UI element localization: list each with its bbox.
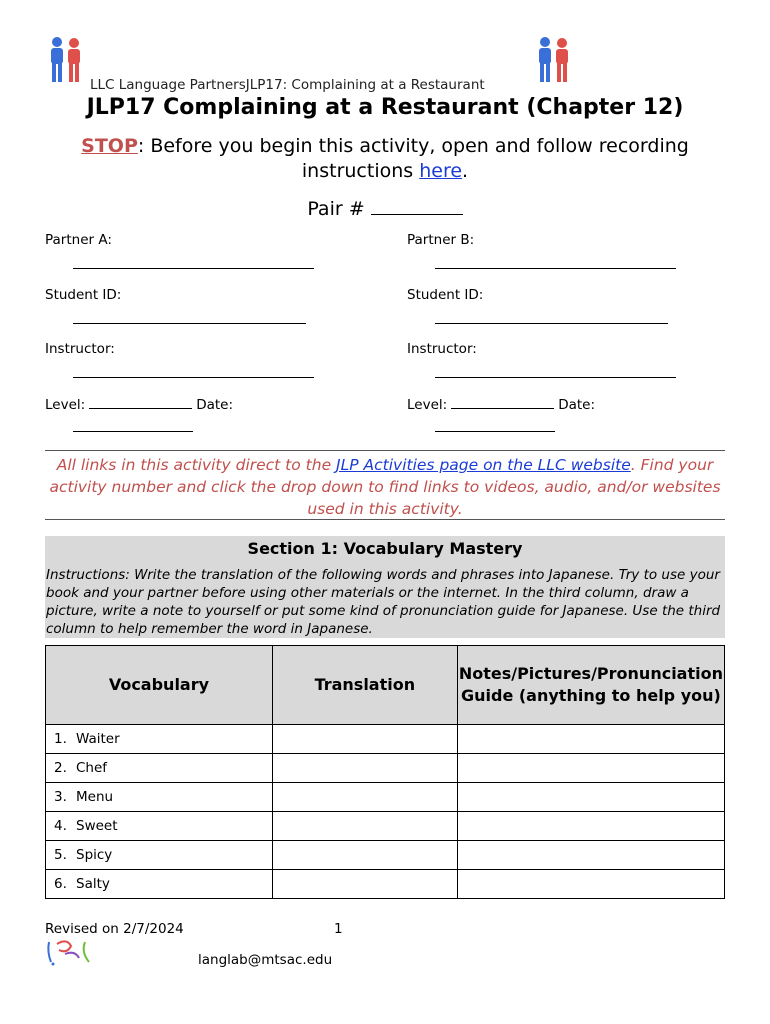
period: .: [462, 160, 469, 182]
level-a-field[interactable]: [89, 396, 192, 409]
note-part2: . Find your activity number and click the drop down to find links to videos, audio, and/or websites used in this activity.: [49, 456, 721, 518]
stop-word: STOP: [81, 135, 138, 157]
stop-text-2: instructions: [301, 160, 420, 182]
notes-cell[interactable]: [457, 754, 724, 783]
level-b-label: Level:: [407, 397, 448, 413]
vocab-cell: [46, 870, 273, 899]
row-number: 1.: [54, 731, 67, 747]
level-date-b: [407, 396, 595, 413]
row-number: 6.: [54, 876, 67, 892]
translation-cell[interactable]: [272, 870, 457, 899]
translation-cell[interactable]: [272, 754, 457, 783]
table-row: [46, 870, 725, 899]
notes-cell[interactable]: [457, 812, 724, 841]
translation-cell[interactable]: [272, 783, 457, 812]
instructor-b-label: Instructor:: [407, 341, 477, 357]
pair-number-field[interactable]: [371, 196, 463, 215]
divider-bottom: [45, 519, 725, 520]
vocab-cell: [46, 841, 273, 870]
vocab-word: Salty: [76, 876, 110, 892]
stop-instructions: [0, 134, 770, 184]
vocab-word: Waiter: [76, 731, 120, 747]
notes-cell[interactable]: [457, 870, 724, 899]
level-b-field[interactable]: [451, 396, 554, 409]
student-id-a-field[interactable]: [73, 323, 306, 324]
partner-a-label: Partner A:: [45, 232, 112, 248]
level-a-label: Level:: [45, 397, 86, 413]
vocab-cell: [46, 754, 273, 783]
pair-number: [0, 196, 770, 220]
people-right-icon: [533, 36, 573, 84]
section-title: Section 1: Vocabulary Mastery: [247, 539, 523, 558]
notes-cell[interactable]: [457, 725, 724, 754]
header-translation: Translation: [272, 646, 457, 725]
partner-a-field[interactable]: [73, 268, 314, 269]
student-id-a-label: Student ID:: [45, 287, 122, 303]
table-row: [46, 841, 725, 870]
header-notes: Notes/Pictures/Pronunciation Guide (anything to help you): [457, 646, 724, 725]
student-id-b-field[interactable]: [435, 323, 668, 324]
header-vocabulary: Vocabulary: [46, 646, 273, 725]
level-date-a: [45, 396, 233, 413]
translation-cell[interactable]: [272, 812, 457, 841]
vocab-cell: [46, 725, 273, 754]
notes-cell[interactable]: [457, 783, 724, 812]
page-number: 1: [334, 921, 343, 937]
table-row: [46, 754, 725, 783]
table-row: [46, 783, 725, 812]
jlp-activities-link[interactable]: JLP Activities page on the LLC website: [336, 456, 631, 474]
instructor-b-field[interactable]: [435, 377, 676, 378]
row-number: 2.: [54, 760, 67, 776]
vocabulary-table: [45, 645, 725, 899]
header-small-title: LLC Language PartnersJLP17: Complaining at a Restaurant: [90, 77, 485, 93]
partner-b-field[interactable]: [435, 268, 676, 269]
divider-top: [45, 450, 725, 451]
date-b-field[interactable]: [435, 431, 555, 432]
date-a-label: Date:: [196, 397, 234, 413]
contact-email: langlab@mtsac.edu: [198, 952, 333, 968]
people-left-icon: [45, 36, 85, 84]
table-row: [46, 725, 725, 754]
links-note: [45, 454, 725, 520]
row-number: 3.: [54, 789, 67, 805]
notes-cell[interactable]: [457, 841, 724, 870]
section-instructions: Instructions: Write the translation of the following words and phrases into Japanese. Try to use your book and your partner before using other materials or the internet. In the third column, draw a picture, write a note to yourself or put some kind of pronunciation guide for Japanese. Use the third column to help remember the word in Japanese.: [46, 567, 721, 637]
page-title: JLP17 Complaining at a Restaurant (Chapter 12): [86, 95, 684, 120]
vocab-word: Sweet: [76, 818, 118, 834]
instructor-a-field[interactable]: [73, 377, 314, 378]
row-number: 5.: [54, 847, 67, 863]
vocab-word: Spicy: [76, 847, 113, 863]
instructor-a-label: Instructor:: [45, 341, 115, 357]
date-b-label: Date:: [558, 397, 596, 413]
vocab-word: Menu: [76, 789, 114, 805]
llc-logo-icon: [45, 936, 97, 968]
pair-label: Pair #: [307, 198, 371, 220]
partner-b-label: Partner B:: [407, 232, 475, 248]
student-id-b-label: Student ID:: [407, 287, 484, 303]
translation-cell[interactable]: [272, 841, 457, 870]
translation-cell[interactable]: [272, 725, 457, 754]
note-part1: All links in this activity direct to the: [56, 456, 337, 474]
table-row: [46, 812, 725, 841]
date-a-field[interactable]: [73, 431, 193, 432]
vocab-cell: [46, 783, 273, 812]
row-number: 4.: [54, 818, 67, 834]
vocab-word: Chef: [76, 760, 108, 776]
here-link[interactable]: here: [419, 160, 463, 182]
vocab-cell: [46, 812, 273, 841]
revised-date: Revised on 2/7/2024: [45, 921, 184, 937]
stop-text: : Before you begin this activity, open and follow recording: [137, 135, 689, 157]
table-header-row: [46, 646, 725, 725]
